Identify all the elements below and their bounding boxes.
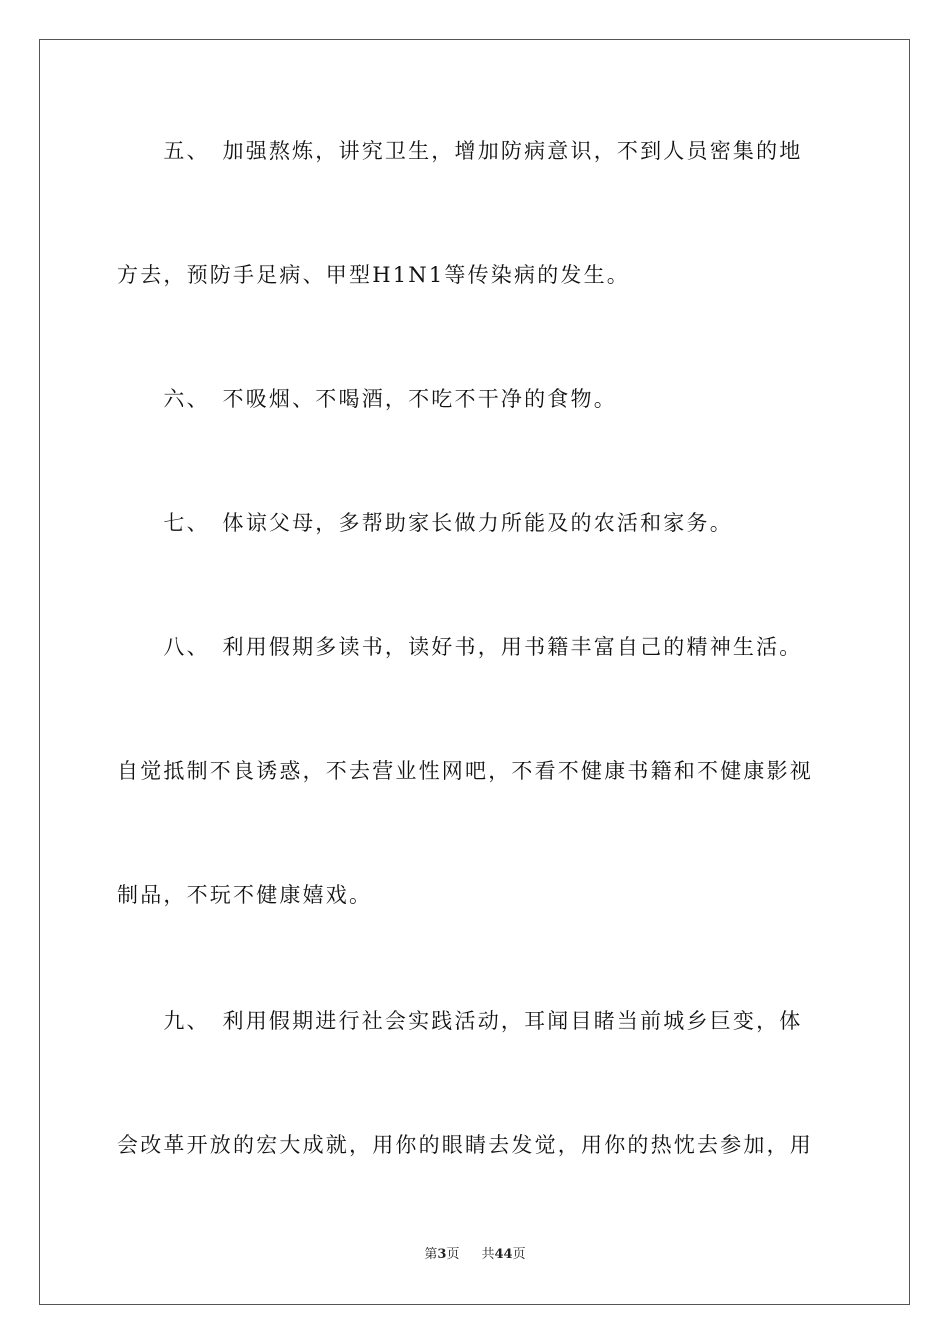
text-line-4: 七、 体谅父母，多帮助家长做力所能及的农活和家务。 (117, 511, 733, 535)
page-suffix: 页 (446, 1247, 460, 1262)
total-suffix: 页 (512, 1247, 526, 1262)
text-line-9: 会改革开放的宏大成就，用你的眼睛去发觉，用你的热忱去参加，用 (117, 1133, 813, 1157)
page-frame (39, 39, 910, 1305)
total-prefix: 共 (481, 1247, 495, 1262)
page-prefix: 第 (424, 1247, 438, 1262)
text-line-7: 制品，不玩不健康嬉戏。 (117, 883, 373, 907)
page-number: 3 (437, 1247, 447, 1262)
text-line-1: 五、 加强熬炼，讲究卫生，增加防病意识，不到人员密集的地 (117, 139, 803, 163)
text-line-6: 自觉抵制不良诱惑，不去营业性网吧，不看不健康书籍和不健康影视 (117, 759, 813, 783)
page-footer (0, 1246, 950, 1264)
text-line-3: 六、 不吸烟、不喝酒，不吃不干净的食物。 (117, 387, 617, 411)
total-pages: 44 (494, 1247, 513, 1262)
text-line-8: 九、 利用假期进行社会实践活动，耳闻目睹当前城乡巨变，体 (117, 1009, 803, 1033)
text-line-2: 方去，预防手足病、甲型H1N1等传染病的发生。 (117, 263, 631, 287)
text-line-5: 八、 利用假期多读书，读好书，用书籍丰富自己的精神生活。 (117, 635, 803, 659)
